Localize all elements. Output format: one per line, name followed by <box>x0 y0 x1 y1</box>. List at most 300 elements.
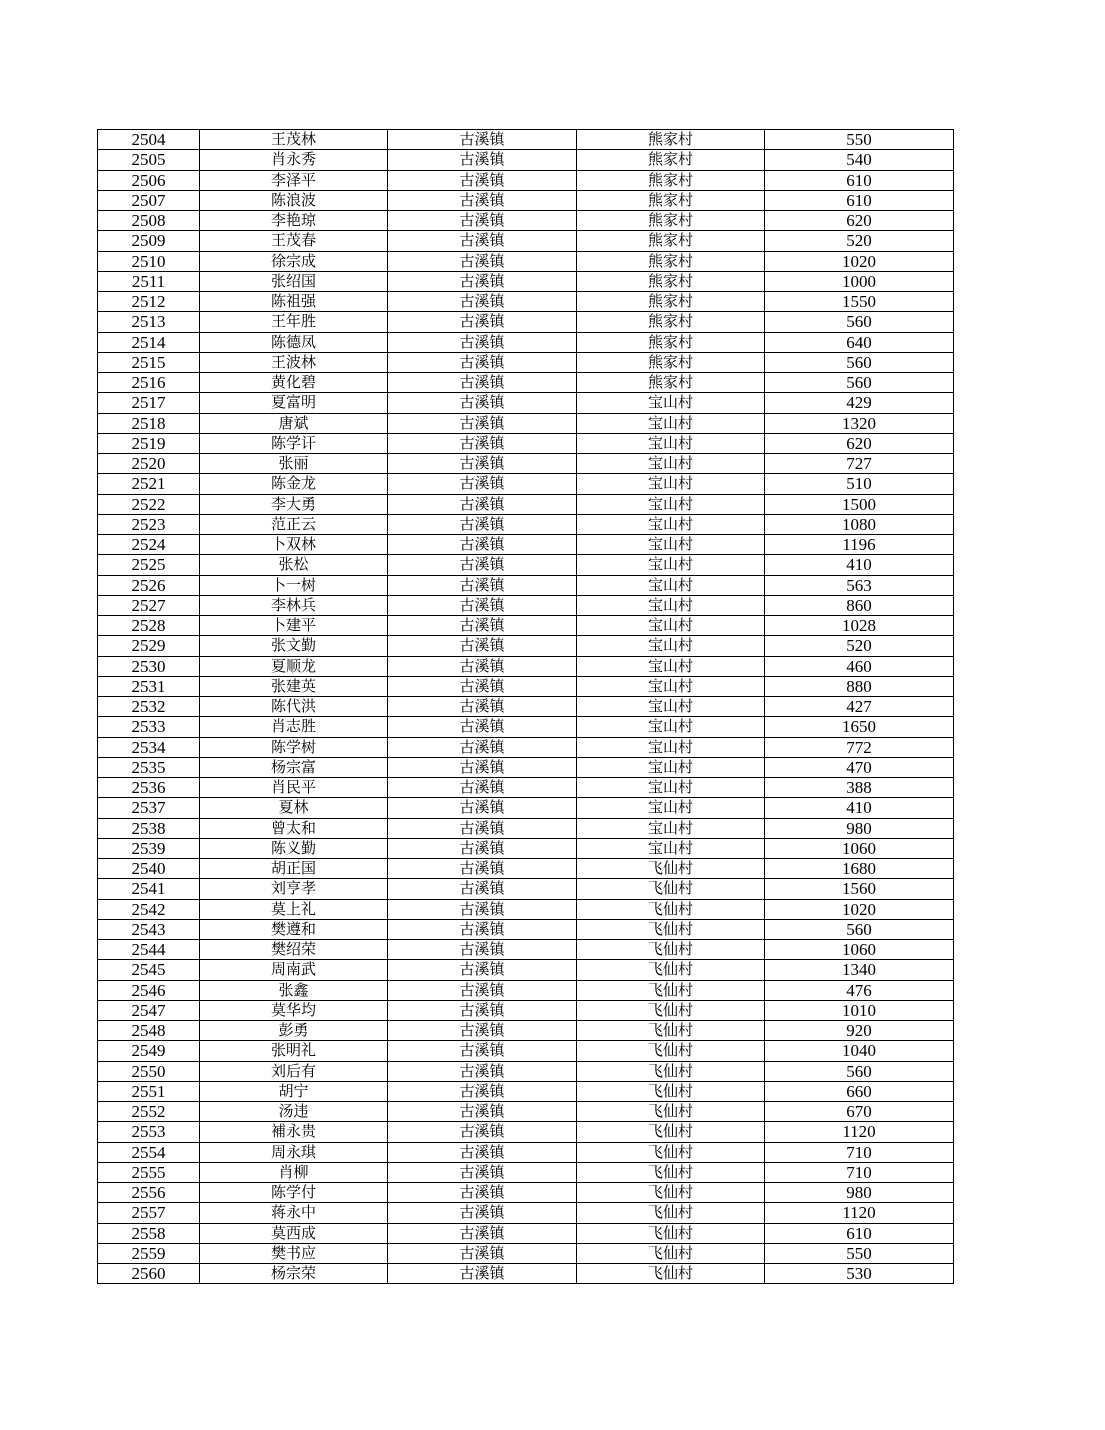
village-cell: 宝山村 <box>577 778 765 798</box>
amount-cell: 1500 <box>765 494 954 514</box>
name-cell: 樊遵和 <box>200 919 388 939</box>
village-cell: 飞仙村 <box>577 1021 765 1041</box>
table-row <box>98 636 954 656</box>
name-cell: 唐斌 <box>200 413 388 433</box>
amount-cell: 388 <box>765 778 954 798</box>
village-cell: 飞仙村 <box>577 1203 765 1223</box>
amount-cell: 880 <box>765 676 954 696</box>
town-cell: 古溪镇 <box>388 778 577 798</box>
name-cell: 范正云 <box>200 514 388 534</box>
row-number-cell: 2520 <box>98 454 200 474</box>
row-number-cell: 2505 <box>98 150 200 170</box>
table-row <box>98 1203 954 1223</box>
table-row <box>98 656 954 676</box>
row-number-cell: 2539 <box>98 838 200 858</box>
name-cell: 张丽 <box>200 454 388 474</box>
town-cell: 古溪镇 <box>388 413 577 433</box>
table-row <box>98 1243 954 1263</box>
amount-cell: 560 <box>765 312 954 332</box>
amount-cell: 1320 <box>765 413 954 433</box>
table-row <box>98 575 954 595</box>
row-number-cell: 2551 <box>98 1081 200 1101</box>
name-cell: 周南武 <box>200 960 388 980</box>
name-cell: 卜一树 <box>200 575 388 595</box>
village-cell: 飞仙村 <box>577 1243 765 1263</box>
town-cell: 古溪镇 <box>388 292 577 312</box>
data-table <box>97 129 954 1284</box>
name-cell: 张建英 <box>200 676 388 696</box>
name-cell: 张鑫 <box>200 980 388 1000</box>
table-row <box>98 879 954 899</box>
village-cell: 宝山村 <box>577 636 765 656</box>
row-number-cell: 2537 <box>98 798 200 818</box>
table-row <box>98 474 954 494</box>
table-row <box>98 859 954 879</box>
table-row <box>98 514 954 534</box>
village-cell: 飞仙村 <box>577 1000 765 1020</box>
village-cell: 宝山村 <box>577 737 765 757</box>
name-cell: 肖志胜 <box>200 717 388 737</box>
town-cell: 古溪镇 <box>388 130 577 150</box>
table-row <box>98 778 954 798</box>
name-cell: 陈金龙 <box>200 474 388 494</box>
row-number-cell: 2506 <box>98 170 200 190</box>
town-cell: 古溪镇 <box>388 1162 577 1182</box>
town-cell: 古溪镇 <box>388 1203 577 1223</box>
town-cell: 古溪镇 <box>388 433 577 453</box>
town-cell: 古溪镇 <box>388 940 577 960</box>
village-cell: 熊家村 <box>577 352 765 372</box>
town-cell: 古溪镇 <box>388 393 577 413</box>
amount-cell: 1060 <box>765 838 954 858</box>
amount-cell: 620 <box>765 211 954 231</box>
village-cell: 宝山村 <box>577 575 765 595</box>
name-cell: 彭勇 <box>200 1021 388 1041</box>
town-cell: 古溪镇 <box>388 717 577 737</box>
amount-cell: 860 <box>765 595 954 615</box>
name-cell: 李大勇 <box>200 494 388 514</box>
village-cell: 宝山村 <box>577 838 765 858</box>
name-cell: 卜双林 <box>200 535 388 555</box>
table-row <box>98 818 954 838</box>
village-cell: 飞仙村 <box>577 960 765 980</box>
row-number-cell: 2517 <box>98 393 200 413</box>
name-cell: 王茂春 <box>200 231 388 251</box>
row-number-cell: 2559 <box>98 1243 200 1263</box>
town-cell: 古溪镇 <box>388 1122 577 1142</box>
name-cell: 黄化碧 <box>200 373 388 393</box>
row-number-cell: 2521 <box>98 474 200 494</box>
amount-cell: 410 <box>765 555 954 575</box>
row-number-cell: 2554 <box>98 1142 200 1162</box>
town-cell: 古溪镇 <box>388 332 577 352</box>
row-number-cell: 2529 <box>98 636 200 656</box>
name-cell: 莫西成 <box>200 1223 388 1243</box>
town-cell: 古溪镇 <box>388 980 577 1000</box>
amount-cell: 710 <box>765 1142 954 1162</box>
town-cell: 古溪镇 <box>388 1142 577 1162</box>
town-cell: 古溪镇 <box>388 919 577 939</box>
village-cell: 熊家村 <box>577 332 765 352</box>
town-cell: 古溪镇 <box>388 494 577 514</box>
row-number-cell: 2519 <box>98 433 200 453</box>
village-cell: 宝山村 <box>577 697 765 717</box>
name-cell: 周永琪 <box>200 1142 388 1162</box>
table-row <box>98 312 954 332</box>
amount-cell: 530 <box>765 1264 954 1284</box>
amount-cell: 550 <box>765 130 954 150</box>
table-row <box>98 697 954 717</box>
town-cell: 古溪镇 <box>388 1183 577 1203</box>
row-number-cell: 2512 <box>98 292 200 312</box>
village-cell: 飞仙村 <box>577 1142 765 1162</box>
amount-cell: 1196 <box>765 535 954 555</box>
village-cell: 飞仙村 <box>577 1061 765 1081</box>
town-cell: 古溪镇 <box>388 474 577 494</box>
village-cell: 宝山村 <box>577 474 765 494</box>
row-number-cell: 2553 <box>98 1122 200 1142</box>
amount-cell: 980 <box>765 818 954 838</box>
table-row <box>98 1223 954 1243</box>
name-cell: 刘亨孝 <box>200 879 388 899</box>
village-cell: 熊家村 <box>577 231 765 251</box>
amount-cell: 727 <box>765 454 954 474</box>
amount-cell: 1080 <box>765 514 954 534</box>
table-row <box>98 899 954 919</box>
town-cell: 古溪镇 <box>388 859 577 879</box>
table-row <box>98 798 954 818</box>
village-cell: 飞仙村 <box>577 1122 765 1142</box>
town-cell: 古溪镇 <box>388 899 577 919</box>
row-number-cell: 2548 <box>98 1021 200 1041</box>
town-cell: 古溪镇 <box>388 1081 577 1101</box>
table-row <box>98 1081 954 1101</box>
row-number-cell: 2526 <box>98 575 200 595</box>
amount-cell: 410 <box>765 798 954 818</box>
table-row <box>98 190 954 210</box>
name-cell: 胡正国 <box>200 859 388 879</box>
name-cell: 莫华均 <box>200 1000 388 1020</box>
town-cell: 古溪镇 <box>388 616 577 636</box>
name-cell: 刘后有 <box>200 1061 388 1081</box>
village-cell: 宝山村 <box>577 555 765 575</box>
name-cell: 蒋永中 <box>200 1203 388 1223</box>
table-row <box>98 271 954 291</box>
amount-cell: 560 <box>765 352 954 372</box>
table-row <box>98 1142 954 1162</box>
table-row <box>98 1061 954 1081</box>
row-number-cell: 2540 <box>98 859 200 879</box>
town-cell: 古溪镇 <box>388 271 577 291</box>
amount-cell: 1120 <box>765 1122 954 1142</box>
row-number-cell: 2545 <box>98 960 200 980</box>
row-number-cell: 2533 <box>98 717 200 737</box>
table-row <box>98 1122 954 1142</box>
village-cell: 宝山村 <box>577 393 765 413</box>
amount-cell: 660 <box>765 1081 954 1101</box>
amount-cell: 563 <box>765 575 954 595</box>
amount-cell: 1560 <box>765 879 954 899</box>
amount-cell: 670 <box>765 1102 954 1122</box>
name-cell: 曾太和 <box>200 818 388 838</box>
name-cell: 李林兵 <box>200 595 388 615</box>
village-cell: 宝山村 <box>577 454 765 474</box>
town-cell: 古溪镇 <box>388 514 577 534</box>
town-cell: 古溪镇 <box>388 1264 577 1284</box>
amount-cell: 520 <box>765 231 954 251</box>
table-row <box>98 413 954 433</box>
table-row <box>98 1041 954 1061</box>
row-number-cell: 2544 <box>98 940 200 960</box>
town-cell: 古溪镇 <box>388 676 577 696</box>
town-cell: 古溪镇 <box>388 818 577 838</box>
row-number-cell: 2528 <box>98 616 200 636</box>
name-cell: 陈德凤 <box>200 332 388 352</box>
amount-cell: 520 <box>765 636 954 656</box>
name-cell: 補永贵 <box>200 1122 388 1142</box>
town-cell: 古溪镇 <box>388 211 577 231</box>
town-cell: 古溪镇 <box>388 1021 577 1041</box>
town-cell: 古溪镇 <box>388 960 577 980</box>
town-cell: 古溪镇 <box>388 231 577 251</box>
name-cell: 张绍国 <box>200 271 388 291</box>
name-cell: 王茂林 <box>200 130 388 150</box>
table-row <box>98 980 954 1000</box>
town-cell: 古溪镇 <box>388 636 577 656</box>
town-cell: 古溪镇 <box>388 1102 577 1122</box>
row-number-cell: 2507 <box>98 190 200 210</box>
amount-cell: 429 <box>765 393 954 413</box>
town-cell: 古溪镇 <box>388 879 577 899</box>
name-cell: 夏顺龙 <box>200 656 388 676</box>
town-cell: 古溪镇 <box>388 373 577 393</box>
amount-cell: 980 <box>765 1183 954 1203</box>
name-cell: 杨宗富 <box>200 757 388 777</box>
name-cell: 王波林 <box>200 352 388 372</box>
amount-cell: 1028 <box>765 616 954 636</box>
village-cell: 飞仙村 <box>577 1102 765 1122</box>
amount-cell: 1120 <box>765 1203 954 1223</box>
name-cell: 卜建平 <box>200 616 388 636</box>
row-number-cell: 2523 <box>98 514 200 534</box>
amount-cell: 550 <box>765 1243 954 1263</box>
table-row <box>98 1162 954 1182</box>
village-cell: 飞仙村 <box>577 940 765 960</box>
table-row <box>98 251 954 271</box>
table-row <box>98 1000 954 1020</box>
village-cell: 宝山村 <box>577 676 765 696</box>
name-cell: 夏富明 <box>200 393 388 413</box>
table-row <box>98 535 954 555</box>
table-row <box>98 494 954 514</box>
village-cell: 宝山村 <box>577 535 765 555</box>
town-cell: 古溪镇 <box>388 352 577 372</box>
table-row <box>98 211 954 231</box>
village-cell: 熊家村 <box>577 211 765 231</box>
village-cell: 熊家村 <box>577 312 765 332</box>
table-row <box>98 960 954 980</box>
name-cell: 汤违 <box>200 1102 388 1122</box>
village-cell: 飞仙村 <box>577 980 765 1000</box>
village-cell: 熊家村 <box>577 190 765 210</box>
row-number-cell: 2552 <box>98 1102 200 1122</box>
amount-cell: 560 <box>765 373 954 393</box>
name-cell: 陈代洪 <box>200 697 388 717</box>
village-cell: 宝山村 <box>577 798 765 818</box>
row-number-cell: 2525 <box>98 555 200 575</box>
row-number-cell: 2556 <box>98 1183 200 1203</box>
row-number-cell: 2524 <box>98 535 200 555</box>
town-cell: 古溪镇 <box>388 737 577 757</box>
table-row <box>98 150 954 170</box>
village-cell: 宝山村 <box>577 494 765 514</box>
village-cell: 飞仙村 <box>577 1041 765 1061</box>
amount-cell: 1650 <box>765 717 954 737</box>
row-number-cell: 2518 <box>98 413 200 433</box>
data-table-container <box>97 129 954 1284</box>
table-row <box>98 616 954 636</box>
row-number-cell: 2504 <box>98 130 200 150</box>
name-cell: 张松 <box>200 555 388 575</box>
row-number-cell: 2510 <box>98 251 200 271</box>
amount-cell: 510 <box>765 474 954 494</box>
village-cell: 宝山村 <box>577 595 765 615</box>
town-cell: 古溪镇 <box>388 838 577 858</box>
table-row <box>98 555 954 575</box>
amount-cell: 1000 <box>765 271 954 291</box>
village-cell: 宝山村 <box>577 656 765 676</box>
row-number-cell: 2534 <box>98 737 200 757</box>
row-number-cell: 2555 <box>98 1162 200 1182</box>
village-cell: 熊家村 <box>577 251 765 271</box>
name-cell: 徐宗成 <box>200 251 388 271</box>
name-cell: 夏林 <box>200 798 388 818</box>
row-number-cell: 2527 <box>98 595 200 615</box>
amount-cell: 610 <box>765 190 954 210</box>
row-number-cell: 2515 <box>98 352 200 372</box>
town-cell: 古溪镇 <box>388 555 577 575</box>
village-cell: 宝山村 <box>577 717 765 737</box>
table-row <box>98 919 954 939</box>
town-cell: 古溪镇 <box>388 1223 577 1243</box>
amount-cell: 610 <box>765 170 954 190</box>
town-cell: 古溪镇 <box>388 251 577 271</box>
amount-cell: 1060 <box>765 940 954 960</box>
village-cell: 飞仙村 <box>577 919 765 939</box>
village-cell: 熊家村 <box>577 170 765 190</box>
name-cell: 陈祖强 <box>200 292 388 312</box>
row-number-cell: 2560 <box>98 1264 200 1284</box>
row-number-cell: 2558 <box>98 1223 200 1243</box>
row-number-cell: 2530 <box>98 656 200 676</box>
name-cell: 陈学讦 <box>200 433 388 453</box>
row-number-cell: 2549 <box>98 1041 200 1061</box>
amount-cell: 710 <box>765 1162 954 1182</box>
amount-cell: 1040 <box>765 1041 954 1061</box>
row-number-cell: 2516 <box>98 373 200 393</box>
amount-cell: 1340 <box>765 960 954 980</box>
name-cell: 陈浪波 <box>200 190 388 210</box>
town-cell: 古溪镇 <box>388 454 577 474</box>
row-number-cell: 2538 <box>98 818 200 838</box>
name-cell: 李艳琼 <box>200 211 388 231</box>
row-number-cell: 2509 <box>98 231 200 251</box>
village-cell: 飞仙村 <box>577 899 765 919</box>
name-cell: 胡宁 <box>200 1081 388 1101</box>
table-row <box>98 454 954 474</box>
table-row <box>98 940 954 960</box>
name-cell: 肖民平 <box>200 778 388 798</box>
name-cell: 王年胜 <box>200 312 388 332</box>
village-cell: 飞仙村 <box>577 859 765 879</box>
table-row <box>98 231 954 251</box>
amount-cell: 610 <box>765 1223 954 1243</box>
name-cell: 莫上礼 <box>200 899 388 919</box>
town-cell: 古溪镇 <box>388 150 577 170</box>
village-cell: 宝山村 <box>577 757 765 777</box>
amount-cell: 1020 <box>765 899 954 919</box>
row-number-cell: 2542 <box>98 899 200 919</box>
row-number-cell: 2531 <box>98 676 200 696</box>
amount-cell: 620 <box>765 433 954 453</box>
name-cell: 张文勤 <box>200 636 388 656</box>
town-cell: 古溪镇 <box>388 1243 577 1263</box>
row-number-cell: 2514 <box>98 332 200 352</box>
table-row <box>98 352 954 372</box>
name-cell: 李泽平 <box>200 170 388 190</box>
town-cell: 古溪镇 <box>388 575 577 595</box>
village-cell: 宝山村 <box>577 433 765 453</box>
town-cell: 古溪镇 <box>388 1041 577 1061</box>
amount-cell: 560 <box>765 919 954 939</box>
village-cell: 宝山村 <box>577 818 765 838</box>
name-cell: 樊绍荣 <box>200 940 388 960</box>
table-row <box>98 838 954 858</box>
town-cell: 古溪镇 <box>388 757 577 777</box>
village-cell: 熊家村 <box>577 373 765 393</box>
row-number-cell: 2547 <box>98 1000 200 1020</box>
village-cell: 飞仙村 <box>577 879 765 899</box>
amount-cell: 1680 <box>765 859 954 879</box>
amount-cell: 460 <box>765 656 954 676</box>
village-cell: 宝山村 <box>577 514 765 534</box>
row-number-cell: 2522 <box>98 494 200 514</box>
table-row <box>98 373 954 393</box>
name-cell: 陈学付 <box>200 1183 388 1203</box>
row-number-cell: 2532 <box>98 697 200 717</box>
amount-cell: 540 <box>765 150 954 170</box>
table-row <box>98 717 954 737</box>
row-number-cell: 2543 <box>98 919 200 939</box>
row-number-cell: 2557 <box>98 1203 200 1223</box>
table-row <box>98 676 954 696</box>
amount-cell: 1020 <box>765 251 954 271</box>
village-cell: 熊家村 <box>577 271 765 291</box>
name-cell: 张明礼 <box>200 1041 388 1061</box>
town-cell: 古溪镇 <box>388 1000 577 1020</box>
row-number-cell: 2541 <box>98 879 200 899</box>
table-body <box>98 130 954 1284</box>
table-row <box>98 292 954 312</box>
name-cell: 陈义勤 <box>200 838 388 858</box>
amount-cell: 1550 <box>765 292 954 312</box>
name-cell: 肖柳 <box>200 1162 388 1182</box>
village-cell: 飞仙村 <box>577 1183 765 1203</box>
table-row <box>98 1264 954 1284</box>
town-cell: 古溪镇 <box>388 535 577 555</box>
village-cell: 宝山村 <box>577 616 765 636</box>
row-number-cell: 2535 <box>98 757 200 777</box>
